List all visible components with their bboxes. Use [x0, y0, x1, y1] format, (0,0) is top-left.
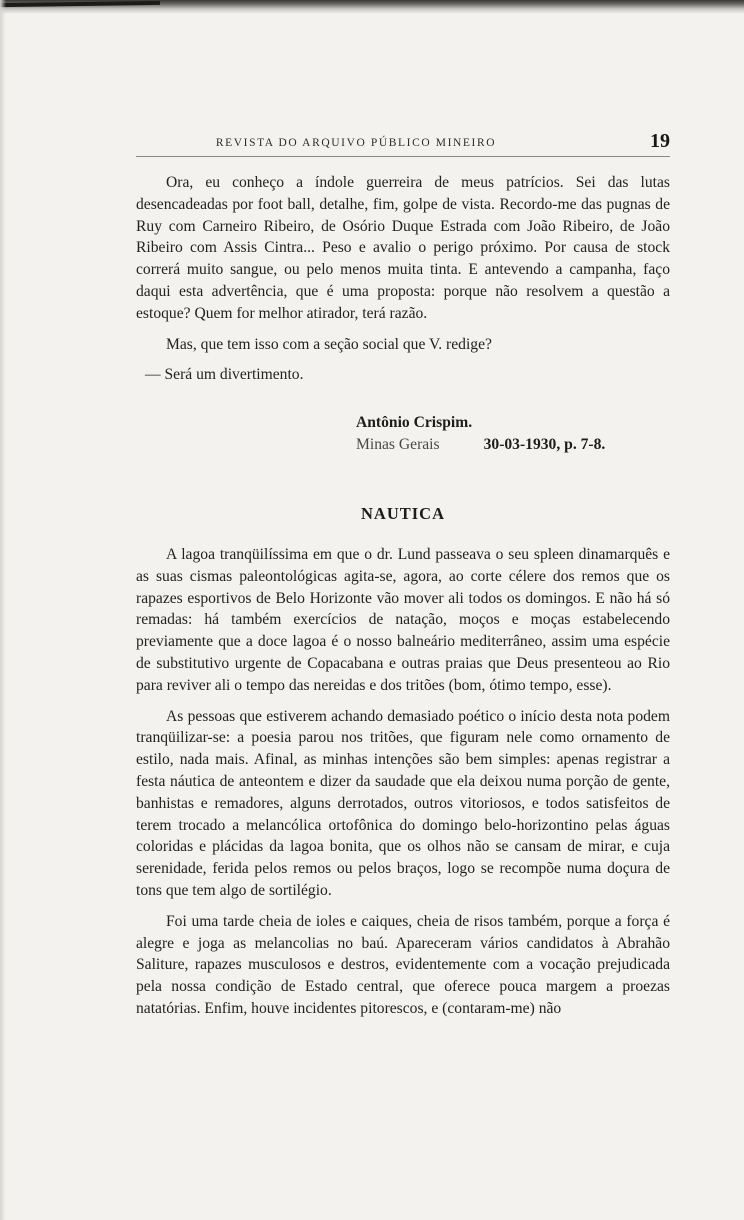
publication-name: Minas Gerais [356, 435, 440, 453]
intro-question: Mas, que tem isso com a seção social que V. redige? [166, 335, 492, 353]
intro-answer: — Será um divertimento. [145, 366, 304, 384]
header-rule [136, 156, 670, 157]
intro-text [136, 172, 670, 395]
intro-paragraph: Ora, eu conheço a índole guerreira de meus patrícios. Sei das lutas desencadeadas por foot ball, detalhe, fim, golpe de vista. Recordo-me das pugnas de Ruy com Carneiro Ribeiro, de Osório Duque Estrada com João Ribeiro, de João Ribeiro com Assis Cintra... Peso e avalio o perigo próximo. Por causa de stock correrá muito sangue, ou pelo menos muita tinta. E antevendo a campanha, faço daqui esta advertência, que é uma proposta: porque não resolvem a questão a estoque? Quem for melhor atirador, terá razão. [136, 174, 670, 322]
body-paragraph: As pessoas que estiverem achando demasiado poético o início desta nota podem tranqüilizar-se: a poesia parou nos tritões, que figuram nele como ornamento de estilo, nada mais. Afinal, as minhas intenções são bem simples: apenas registrar a festa náutica de anteontem e dizer da saudade que ela deixou numa porção de gente, banhistas e remadores, alguns derrotados, outros vitoriosos, e todos satisfeitos de terem trocado a melancólica ortofônica do domingo belo-horizontino pelas águas coloridas e plácidas da lagoa bonita, que os olhos não se cansam de mirar, e cuja serenidade, ferida pelos remos ou pelos braços, logo se recompõe numa doçura de tons que tem algo de sortilégio. [136, 707, 670, 899]
section-title: NAUTICA [360, 504, 445, 523]
publication-date: 30-03-1930, p. 7-8. [483, 435, 606, 453]
body-paragraph: Foi uma tarde cheia de ioles e caiques, cheia de risos também, porque a força é alegre e joga as melancolias no baú. Apareceram vários candidatos à Abrahão Saliture, rapazes musculosos e destros, evidentemente com a vocação prejudicada pela nossa condição de Estado central, que oferece pouca margem a proezas natatórias. Enfim, houve incidentes pitorescos, e (contaram-me) não [136, 912, 670, 1017]
body-paragraph: A lagoa tranqüilíssima em que o dr. Lund passeava o seu spleen dinamarquês e as suas cismas paleontológicas agita-se, agora, ao corte célere dos remos que os rapazes esportivos de Belo Horizonte vão mover ali todos os domingos. E não há só remadas: há também exercícios de natação, moços e moças estabelecendo previamente que a doce lagoa é o nosso balneário mediterrâneo, assim uma espécie de substitutivo urgente de Copacabana e outras praias que Deus presenteou ao Rio para reviver ali o tempo das nereidas e dos tritões (bom, ótimo tempo, esse). [136, 546, 670, 694]
section-text [136, 544, 670, 1029]
page-number: 19 [650, 130, 670, 152]
page-header [136, 128, 670, 158]
source-line [356, 434, 656, 456]
running-title: REVISTA DO ARQUIVO PÚBLICO MINEIRO [215, 137, 497, 149]
author-name: Antônio Crispim. [356, 414, 473, 431]
signature-block [356, 412, 656, 456]
scan-left-shadow [0, 0, 6, 1220]
